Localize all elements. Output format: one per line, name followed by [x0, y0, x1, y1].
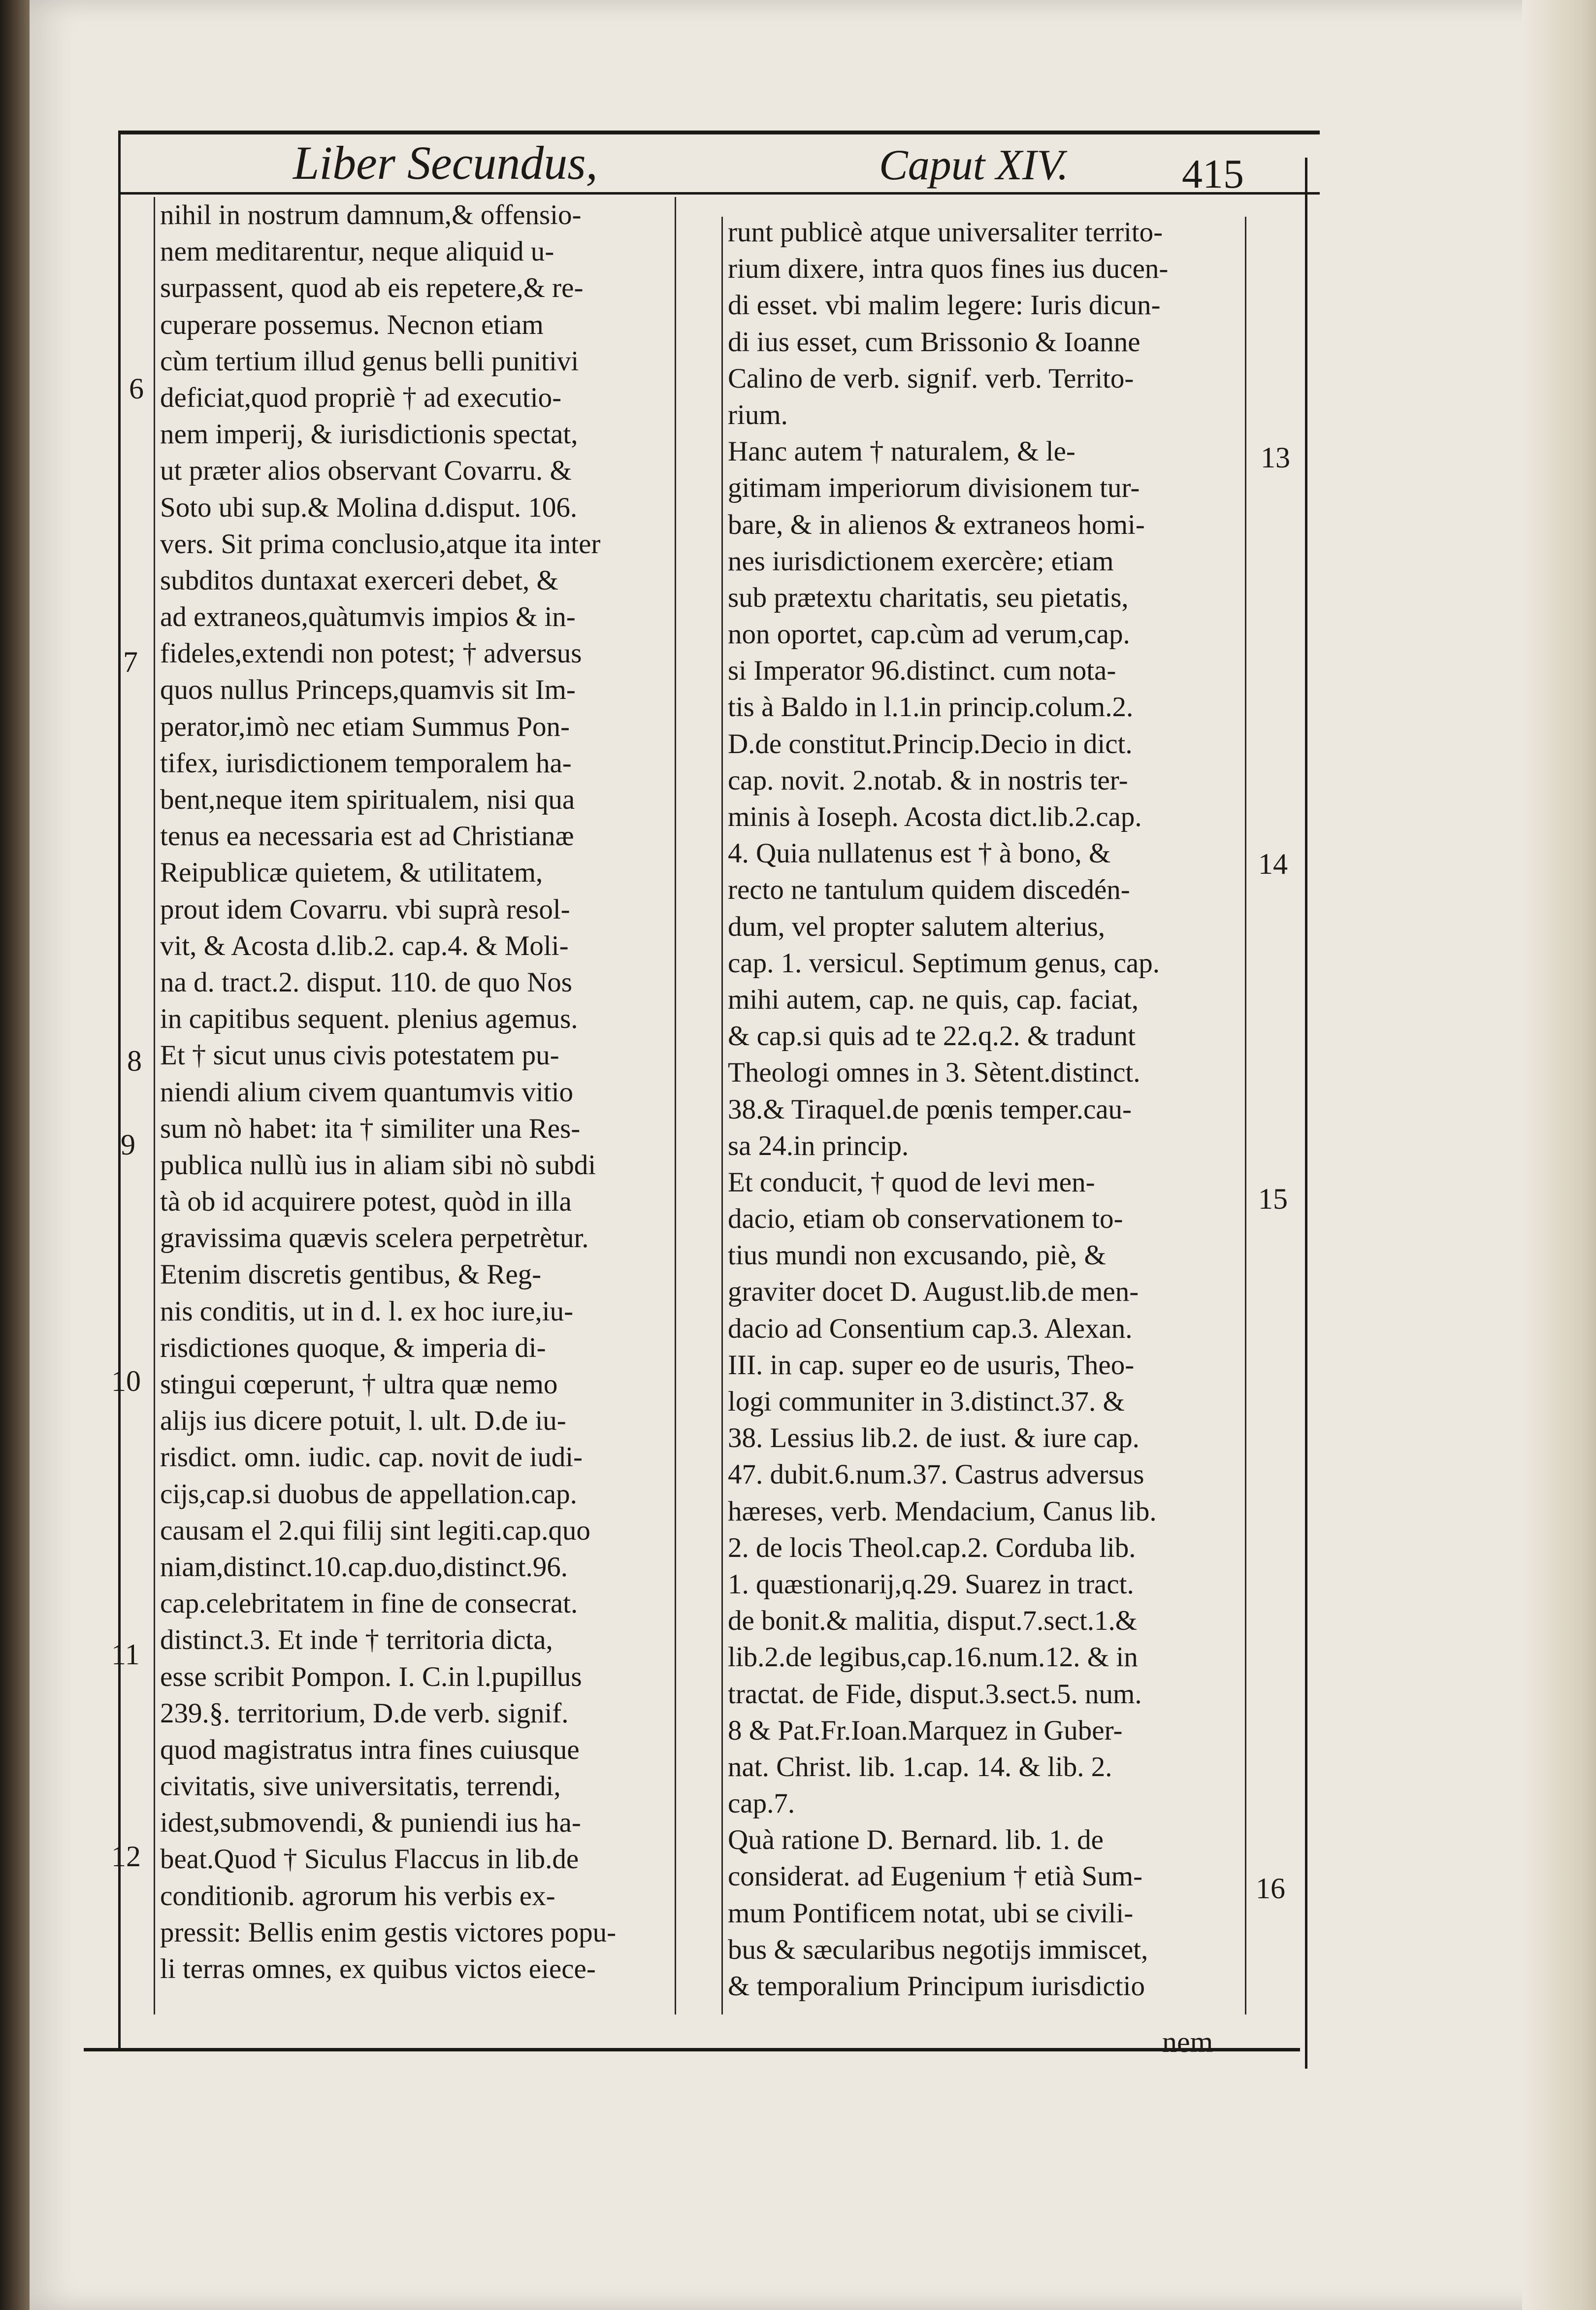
text-line: Et † sicut unus civis potestatem pu-: [160, 1040, 559, 1071]
text-line: tis à Baldo in l.1.in princip.colum.2.: [728, 692, 1134, 723]
text-line: cap. novit. 2.notab. & in nostris ter-: [728, 764, 1128, 796]
right-margin-number: 13: [1261, 441, 1290, 474]
text-line: pressit: Bellis enim gestis victores popu-: [160, 1916, 617, 1948]
text-line: logi communiter in 3.distinct.37. &: [728, 1386, 1125, 1417]
text-line: cap.celebritatem in fine de consecrat.: [160, 1588, 578, 1619]
text-line: esse scribit Pompon. I. C.in l.pupillus: [160, 1661, 582, 1692]
bottom-rule: [84, 2048, 1300, 2051]
text-line: beat.Quod † Siculus Flaccus in lib.de: [160, 1844, 579, 1875]
text-line: causam el 2.qui filij sint legiti.cap.quo: [160, 1515, 590, 1546]
left-margin-number: 11: [111, 1638, 140, 1671]
left-column-rule-outer: [154, 197, 155, 2014]
text-line: hæreses, verb. Mendacium, Canus lib.: [728, 1495, 1157, 1527]
catchword: nem: [1162, 2026, 1213, 2058]
text-line: 4. Quia nullatenus est † à bono, &: [728, 838, 1111, 869]
text-line: nihil in nostrum damnum,& offensio-: [160, 199, 582, 231]
text-line: 239.§. territorium, D.de verb. signif.: [160, 1697, 569, 1729]
text-line: cuperare possemus. Necnon etiam: [160, 309, 544, 340]
text-line: tius mundi non excusando, piè, &: [728, 1240, 1106, 1271]
text-line: perator,imò nec etiam Summus Pon-: [160, 711, 570, 742]
text-line: niendi alium civem quantumvis vitio: [160, 1076, 574, 1108]
text-line: III. in cap. super eo de usuris, Theo-: [728, 1349, 1135, 1381]
text-line: gitimam imperiorum divisionem tur-: [728, 472, 1140, 504]
left-margin-number: 6: [129, 372, 144, 405]
frame-left-rule: [118, 131, 121, 2051]
text-line: & temporalium Principum iurisdictio: [728, 1971, 1145, 2002]
text-line: Calino de verb. signif. verb. Territo-: [728, 363, 1134, 394]
text-line: vers. Sit prima conclusio,atque ita inter: [160, 528, 601, 560]
text-line: di esset. vbi malim legere: Iuris dicun-: [728, 290, 1161, 321]
text-line: 38.& Tiraquel.de pœnis temper.cau-: [728, 1093, 1132, 1125]
text-line: in capitibus sequent. plenius agemus.: [160, 1003, 578, 1035]
left-margin-number: 12: [111, 1840, 141, 1873]
text-line: li terras omnes, ex quibus victos eiece-: [160, 1953, 596, 1984]
frame-right-rule: [1305, 158, 1307, 2069]
text-line: cap.7.: [728, 1788, 795, 1819]
left-text-column: [160, 197, 672, 1987]
text-line: 2. de locis Theol.cap.2. Corduba lib.: [728, 1532, 1136, 1563]
text-line: dacio ad Consentium cap.3. Alexan.: [728, 1313, 1133, 1344]
left-column-rule-inner: [675, 197, 676, 2014]
text-line: rium.: [728, 399, 788, 430]
text-line: nis conditis, ut in d. l. ex hoc iure,iu-: [160, 1295, 574, 1327]
text-line: nem meditarentur, neque aliquid u-: [160, 236, 554, 267]
text-line: bare, & in alienos & extraneos homi-: [728, 509, 1145, 540]
text-line: nem imperij, & iurisdictionis spectat,: [160, 419, 578, 450]
text-line: considerat. ad Eugenium † etià Sum-: [728, 1861, 1143, 1892]
text-line: vit, & Acosta d.lib.2. cap.4. & Moli-: [160, 930, 569, 961]
text-line: Reipublicæ quietem, & utilitatem,: [160, 857, 543, 889]
text-line: subditos duntaxat exerceri debet, &: [160, 564, 558, 596]
text-line: cijs,cap.si duobus de appellation.cap.: [160, 1478, 577, 1510]
text-line: tenus ea necessaria est ad Christianæ: [160, 821, 574, 852]
text-line: mum Pontificem notat, ubi se civili-: [728, 1897, 1134, 1929]
right-margin-number: 16: [1256, 1872, 1285, 1905]
page-number: 415: [1182, 151, 1244, 197]
text-line: 8 & Pat.Fr.Ioan.Marquez in Guber-: [728, 1715, 1123, 1746]
header-book-title: Liber Secundus,: [293, 136, 598, 189]
text-line: Theologi omnes in 3. Sètent.distinct.: [728, 1057, 1140, 1089]
text-line: idest,submovendi, & puniendi ius ha-: [160, 1807, 581, 1839]
text-line: deficiat,quod propriè † ad executio-: [160, 382, 562, 413]
text-line: & cap.si quis ad te 22.q.2. & tradunt: [728, 1021, 1136, 1052]
text-line: si Imperator 96.distinct. cum nota-: [728, 655, 1116, 687]
text-line: niam,distinct.10.cap.duo,distinct.96.: [160, 1551, 568, 1583]
left-margin-number: 8: [127, 1045, 142, 1077]
text-line: cap. 1. versicul. Septimum genus, cap.: [728, 947, 1160, 979]
text-line: quos nullus Princeps,quamvis sit Im-: [160, 674, 576, 706]
text-line: ad extraneos,quàtumvis impios & in-: [160, 601, 576, 633]
text-line: distinct.3. Et inde † territoria dicta,: [160, 1624, 553, 1656]
text-line: bus & sæcularibus negotijs immiscet,: [728, 1934, 1148, 1965]
text-line: sum nò habet: ita † similiter una Res-: [160, 1113, 581, 1144]
text-line: di ius esset, cum Brissonio & Ioanne: [728, 326, 1140, 358]
text-line: Quà ratione D. Bernard. lib. 1. de: [728, 1824, 1104, 1856]
text-line: tractat. de Fide, disput.3.sect.5. num.: [728, 1678, 1142, 1710]
text-line: mihi autem, cap. ne quis, cap. faciat,: [728, 984, 1139, 1015]
text-line: publica nullù ius in aliam sibi nò subdi: [160, 1149, 596, 1181]
text-line: de bonit.& malitia, disput.7.sect.1.&: [728, 1605, 1138, 1637]
right-text-column: [728, 214, 1242, 2005]
text-line: dacio, etiam ob conservationem to-: [728, 1203, 1123, 1235]
text-line: graviter docet D. August.lib.de men-: [728, 1276, 1139, 1308]
text-line: risdict. omn. iudic. cap. novit de iudi-: [160, 1442, 583, 1473]
text-line: fideles,extendi non potest; † adversus: [160, 638, 582, 669]
text-line: surpassent, quod ab eis repetere,& re-: [160, 272, 584, 304]
text-line: na d. tract.2. disput. 110. de quo Nos: [160, 966, 572, 998]
text-line: nat. Christ. lib. 1.cap. 14. & lib. 2.: [728, 1751, 1112, 1782]
left-margin-number: 7: [123, 646, 138, 678]
text-line: runt publicè atque universaliter territo-: [728, 217, 1163, 248]
text-line: quod magistratus intra fines cuiusque: [160, 1734, 580, 1765]
text-line: 47. dubit.6.num.37. Castrus adversus: [728, 1459, 1144, 1490]
text-line: non oportet, cap.cùm ad verum,cap.: [728, 619, 1130, 650]
text-line: bent,neque item spiritualem, nisi qua: [160, 784, 575, 815]
text-line: stingui cœperunt, † ultra quæ nemo: [160, 1369, 558, 1400]
running-header: [121, 126, 1327, 199]
right-margin-number: 14: [1258, 848, 1288, 880]
text-line: sa 24.in princip.: [728, 1130, 909, 1161]
text-line: tifex, iurisdictionem temporalem ha-: [160, 747, 572, 779]
left-margin-number: 10: [111, 1365, 141, 1397]
right-column-rule-inner: [721, 217, 723, 2014]
text-line: civitatis, sive universitatis, terrendi,: [160, 1771, 561, 1802]
text-line: nes iurisdictionem exercère; etiam: [728, 545, 1114, 577]
text-line: Etenim discretis gentibus, & Reg-: [160, 1259, 542, 1290]
text-line: minis à Ioseph. Acosta dict.lib.2.cap.: [728, 801, 1142, 832]
text-line: Hanc autem † naturalem, & le-: [728, 436, 1075, 467]
text-line: recto ne tantulum quidem discedén-: [728, 874, 1130, 906]
text-line: alijs ius dicere potuit, l. ult. D.de iu-: [160, 1405, 566, 1437]
text-line: Et conducit, † quod de levi men-: [728, 1166, 1095, 1198]
right-margin-number: 15: [1258, 1183, 1288, 1215]
text-line: 1. quæstionarij,q.29. Suarez in tract.: [728, 1568, 1134, 1600]
text-line: risdictiones quoque, & imperia di-: [160, 1332, 546, 1363]
text-line: cùm tertium illud genus belli punitivi: [160, 345, 579, 377]
text-line: prout idem Covarru. vbi suprà resol-: [160, 893, 570, 925]
text-line: D.de constitut.Princip.Decio in dict.: [728, 728, 1133, 759]
text-line: Soto ubi sup.& Molina d.disput. 106.: [160, 492, 578, 523]
text-line: gravissima quævis scelera perpetrètur.: [160, 1222, 589, 1254]
header-chapter: Caput XIV.: [879, 141, 1069, 189]
page-edge: [1522, 0, 1596, 2310]
text-line: 38. Lessius lib.2. de iust. & iure cap.: [728, 1422, 1140, 1454]
text-line: tà ob id acquirere potest, quòd in illa: [160, 1186, 572, 1218]
text-line: conditionib. agrorum his verbis ex-: [160, 1880, 555, 1912]
left-margin-number: 9: [121, 1128, 135, 1161]
text-line: dum, vel propter salutem alterius,: [728, 911, 1106, 942]
text-line: ut præter alios observant Covarru. &: [160, 455, 572, 487]
book-spine: [0, 0, 30, 2310]
right-column-rule-outer: [1245, 217, 1246, 2014]
text-line: lib.2.de legibus,cap.16.num.12. & in: [728, 1642, 1138, 1673]
text-line: sub prætextu charitatis, seu pietatis,: [728, 582, 1129, 613]
text-line: rium dixere, intra quos fines ius ducen-: [728, 253, 1169, 285]
